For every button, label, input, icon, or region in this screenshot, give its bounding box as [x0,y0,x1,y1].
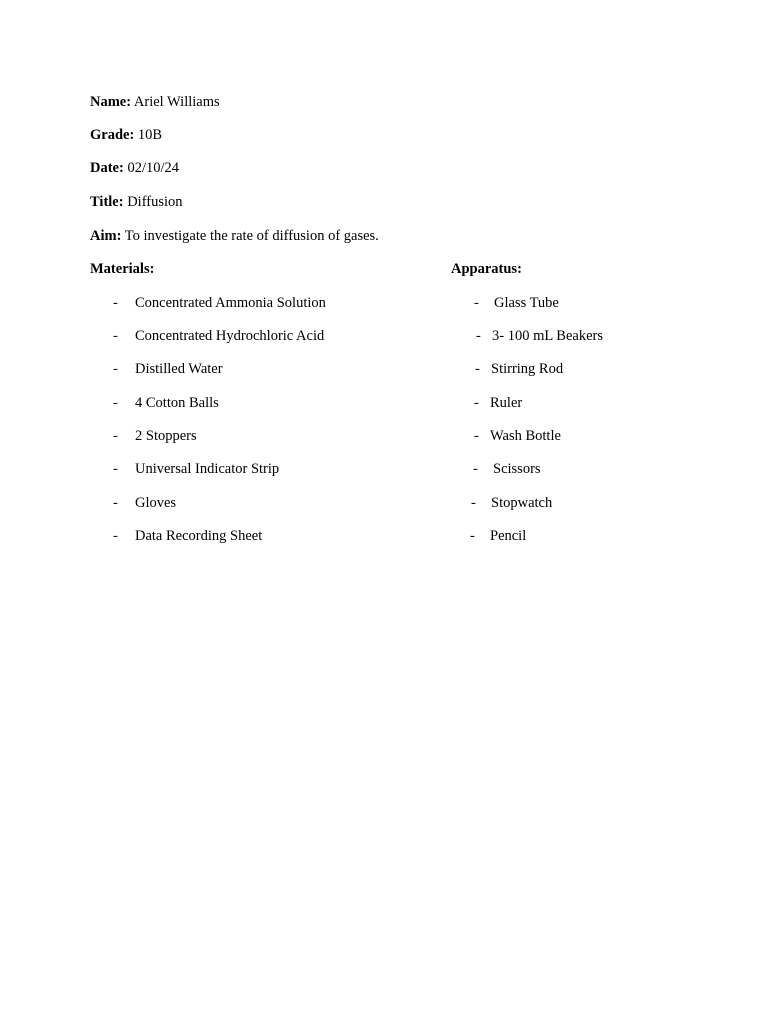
material-name: Concentrated Ammonia Solution [135,295,326,311]
bullet-dash: - [113,361,118,377]
apparatus-name: Wash Bottle [490,428,561,444]
date-value: 02/10/24 [127,160,180,176]
bullet-dash: - [113,495,118,511]
bullet-dash: - [470,528,475,544]
material-name: Data Recording Sheet [135,528,263,544]
apparatus-heading: Apparatus: [451,261,522,277]
apparatus-name: Glass Tube [494,295,559,311]
bullet-dash: - [475,361,480,377]
apparatus-name: Pencil [490,528,527,544]
bullet-dash: - [113,528,118,544]
aim-label: Aim: [90,228,122,244]
name-label: Name: [90,94,132,110]
name-value: Ariel Williams [133,94,220,110]
bullet-dash: - [474,295,479,311]
bullet-dash: - [474,395,479,411]
material-name: 4 Cotton Balls [135,395,219,411]
grade-value: 10B [137,127,163,143]
material-name: Concentrated Hydrochloric Acid [135,328,325,344]
bullet-dash: - [113,328,118,344]
material-name: Gloves [135,495,177,511]
title-value: Diffusion [127,194,183,210]
name-line [90,93,220,111]
materials-heading: Materials: [90,261,155,277]
title-line [90,193,183,211]
material-name: Universal Indicator Strip [135,461,280,477]
bullet-dash: - [473,461,478,477]
bullet-dash: - [113,461,118,477]
aim-line [90,227,379,245]
material-name: 2 Stoppers [135,428,197,444]
apparatus-name: Stirring Rod [491,361,564,377]
date-line [90,159,179,177]
bullet-dash: - [476,328,481,344]
bullet-dash: - [113,395,118,411]
bullet-dash: - [474,428,479,444]
bullet-dash: - [113,295,118,311]
bullet-dash: - [113,428,118,444]
apparatus-name: Stopwatch [491,495,553,511]
material-name: Distilled Water [135,361,223,377]
bullet-dash: - [471,495,476,511]
apparatus-name: 3- 100 mL Beakers [492,328,604,344]
grade-label: Grade: [90,127,135,143]
grade-line [90,126,162,144]
apparatus-name: Scissors [493,461,541,477]
title-label: Title: [90,194,124,210]
aim-value: To investigate the rate of diffusion of gases. [124,228,379,244]
date-label: Date: [90,160,124,176]
apparatus-name: Ruler [490,395,523,411]
